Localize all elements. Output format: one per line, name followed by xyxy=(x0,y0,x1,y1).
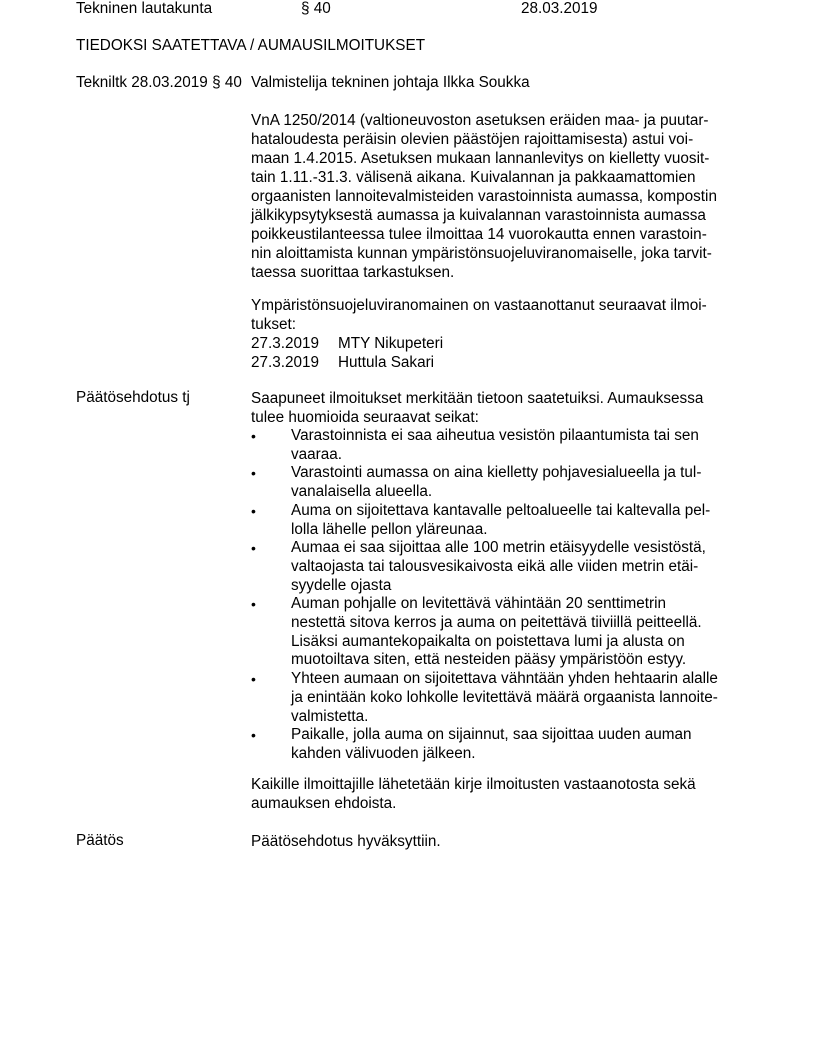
bullet-text-line: Yhteen aumaan on sijoitettava vähntään yhden hehtaarin alalle xyxy=(291,670,718,688)
intro-text xyxy=(251,111,741,282)
closing-text-line: Kaikille ilmoittajille lähetetään kirje ilmoitusten vastaanotosta sekä xyxy=(251,776,696,793)
intro-text-line: poikkeustilanteessa tulee ilmoittaa 14 vuorokautta ennen varastoin- xyxy=(251,226,707,243)
document-title: TIEDOKSI SAATETTAVA / AUMAUSILMOITUKSET xyxy=(76,37,426,54)
notice-row xyxy=(251,353,741,372)
proposal-section xyxy=(251,389,741,764)
proposal-bullet-list xyxy=(251,427,741,764)
notice-date: 27.3.2019 xyxy=(251,335,320,352)
bullet-text-line: Lisäksi aumantekopaikalta on poistettava lumi ja alusta on xyxy=(291,632,685,650)
bullet-icon: • xyxy=(251,540,256,557)
intro-text-line: nin aloittamista kunnan ympäristönsuojeluviranomaiselle, joka tarvit- xyxy=(251,245,712,262)
intro-text-line: jälkikypsytyksestä aumassa ja kuivalannan varastoinnista aumassa xyxy=(251,207,706,224)
notice-name: MTY Nikupeteri xyxy=(338,335,444,352)
bullet-text-line: vanalaisella alueella. xyxy=(291,483,433,501)
bullet-text-line: Varastoinnista ei saa aiheutua vesistön pilaantumista tai sen xyxy=(291,427,699,444)
proposal-intro-text xyxy=(251,389,741,427)
bullet-text-line: nestettä sitova kerros ja auma on peitettävä tiiviillä peitteellä. xyxy=(291,614,702,632)
notice-name: Huttula Sakari xyxy=(338,354,435,371)
bullet-text-line: muotoiltava siten, että nesteiden pääsy ympäristöön estyy. xyxy=(291,651,687,669)
preparation-reference: Tekniltk 28.03.2019 § 40 xyxy=(76,74,242,91)
proposal-label: Päätösehdotus tj xyxy=(76,389,190,406)
meeting-date: 28.03.2019 xyxy=(521,0,598,17)
closing-text-line: aumauksen ehdoista. xyxy=(251,795,397,812)
proposal-bullet-item xyxy=(251,502,741,539)
bullet-text-line: Varastointi aumassa on aina kielletty pohjavesialueella ja tul- xyxy=(291,464,702,482)
proposal-bullet-item xyxy=(251,539,741,595)
bullet-text-line: valtaojasta tai talousvesikaivosta eikä alle viiden metrin etäi- xyxy=(291,557,699,575)
intro-text-line: taessa suorittaa tarkastuksen. xyxy=(251,264,455,281)
bullet-text-line: Aumaa ei saa sijoittaa alle 100 metrin etäisyydelle vesistöstä, xyxy=(291,539,706,557)
bullet-text-line: vaaraa. xyxy=(291,445,343,463)
bullet-text-line: Auman pohjalle on levitettävä vähintään 20 senttimetrin xyxy=(291,595,667,613)
bullet-text-line: Auma on sijoitettava kantavalle peltoalueelle tai kaltevalla pel- xyxy=(291,501,711,519)
bullet-text-line: Paikalle, jolla auma on sijainnut, saa sijoittaa uuden auman xyxy=(291,726,692,744)
notices-intro-text xyxy=(251,296,741,334)
notices-intro-line: Ympäristönsuojeluviranomainen on vastaanottanut seuraavat ilmoi- xyxy=(251,297,707,314)
preparer-text: Valmistelija tekninen johtaja Ilkka Soukka xyxy=(251,74,530,91)
decision-label: Päätös xyxy=(76,832,124,849)
notices-section xyxy=(251,296,741,372)
intro-text-line: tain 1.11.-31.3. välisenä aikana. Kuivalannan ja pakkaamattomien xyxy=(251,169,696,186)
bullet-text-line: lolla lähelle pellon yläreunaa. xyxy=(291,520,488,538)
notice-date: 27.3.2019 xyxy=(251,354,320,371)
proposal-intro-line: Saapuneet ilmoitukset merkitään tietoon saatetuiksi. Aumauksessa xyxy=(251,390,704,407)
intro-text-line: maan 1.4.2015. Asetuksen mukaan lannanlevitys on kielletty vuosit- xyxy=(251,150,710,167)
proposal-bullet-item xyxy=(251,464,741,501)
intro-text-line: VnA 1250/2014 (valtioneuvoston asetuksen eräiden maa- ja puutar- xyxy=(251,112,709,129)
proposal-bullet-item xyxy=(251,726,741,763)
bullet-icon: • xyxy=(251,671,256,688)
bullet-icon: • xyxy=(251,428,256,444)
intro-text-line: orgaanisten lannoitevalmisteiden varastoinnista aumassa, kompostin xyxy=(251,188,717,205)
section-number: § 40 xyxy=(301,0,331,17)
notice-row xyxy=(251,334,741,353)
decision-text: Päätösehdotus hyväksyttiin. xyxy=(251,833,441,850)
bullet-icon: • xyxy=(251,465,256,482)
bullet-icon: • xyxy=(251,727,256,744)
bullet-icon: • xyxy=(251,596,256,613)
bullet-text-line: syydelle ojasta xyxy=(291,576,392,594)
bullet-text-line: kahden välivuoden jälkeen. xyxy=(291,744,476,762)
committee-name: Tekninen lautakunta xyxy=(76,0,213,17)
intro-text-line: hataloudesta peräisin olevien päästöjen rajoittamisesta) astui voi- xyxy=(251,131,694,148)
proposal-bullet-item xyxy=(251,427,741,464)
closing-paragraph xyxy=(251,775,741,813)
bullet-icon: • xyxy=(251,502,256,519)
bullet-text-line: valmistetta. xyxy=(291,707,369,725)
intro-paragraph xyxy=(251,111,741,282)
proposal-bullet-item xyxy=(251,595,741,670)
notices-intro-line: tukset: xyxy=(251,316,297,333)
notice-list xyxy=(251,334,741,372)
proposal-bullet-item xyxy=(251,670,741,726)
bullet-text-line: ja enintään koko lohkolle levitettävä määrä orgaanista lannoite- xyxy=(291,688,718,706)
decision-section xyxy=(251,832,741,851)
closing-text xyxy=(251,775,741,813)
proposal-intro-line: tulee huomioida seuraavat seikat: xyxy=(251,409,479,426)
